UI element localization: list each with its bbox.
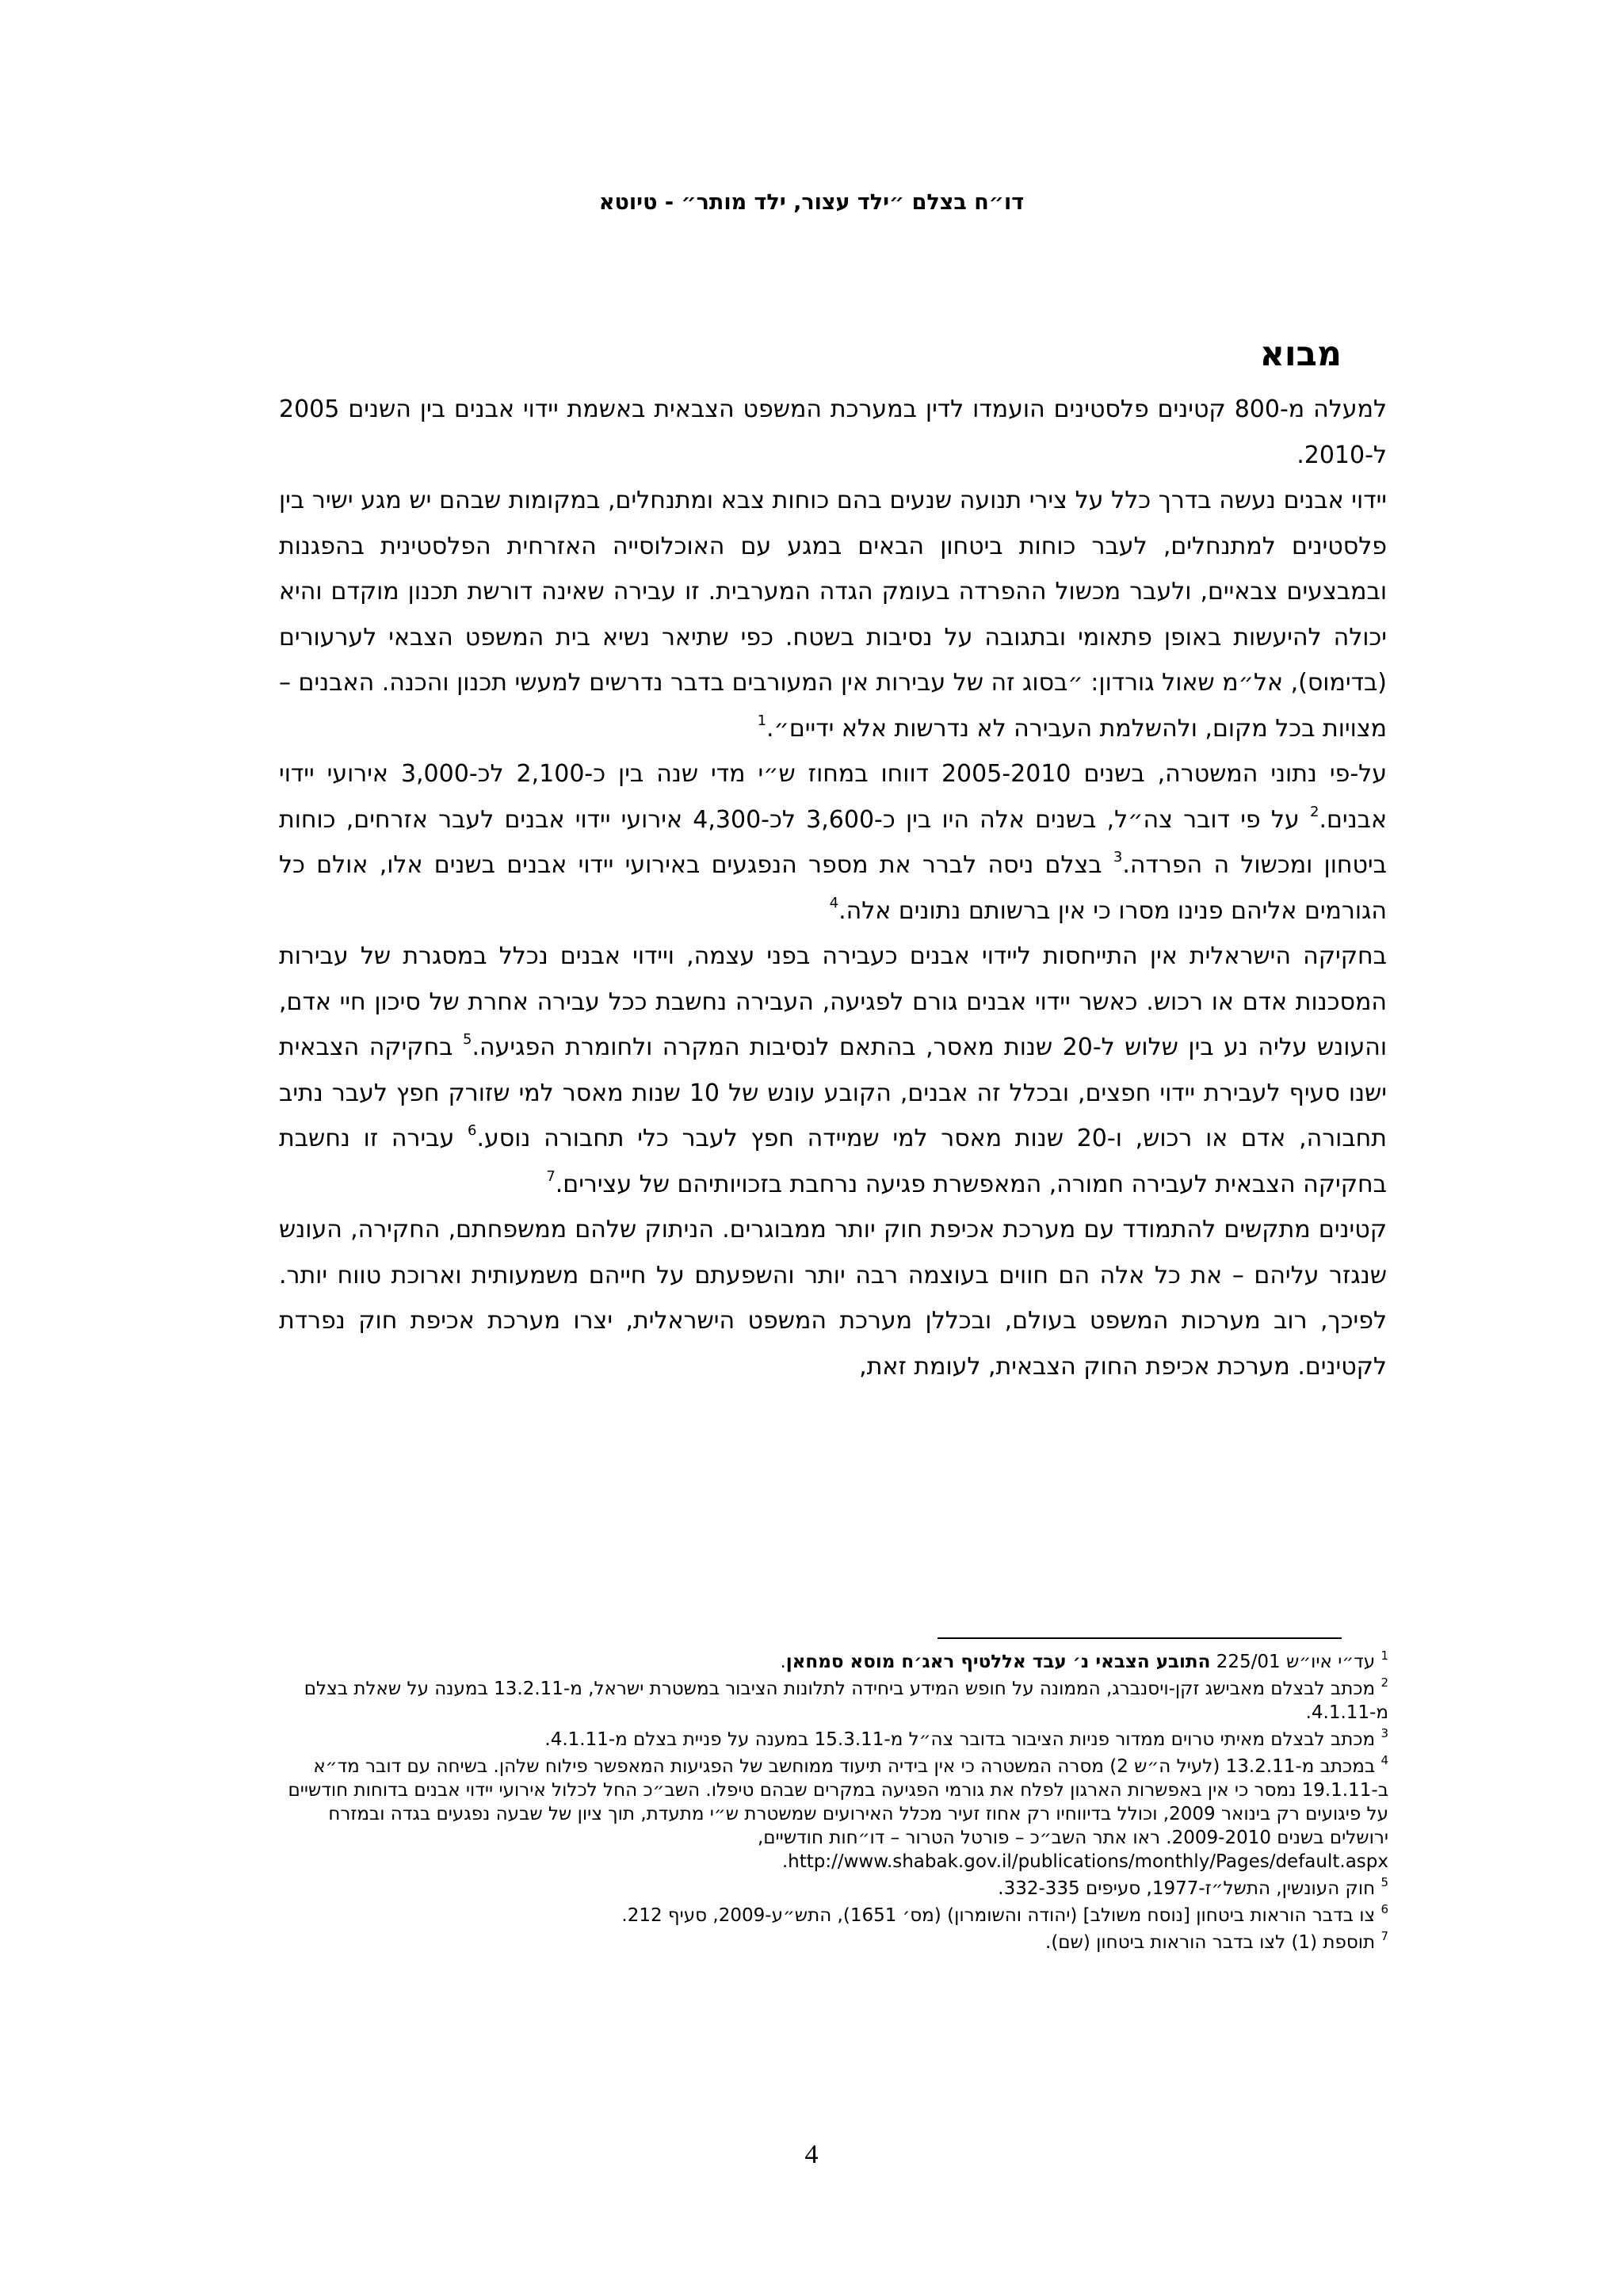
footnote-number: 7 (1381, 1929, 1388, 1943)
footnote-number: 3 (1381, 1726, 1388, 1740)
paragraph-text: בחקיקה הצבאית ישנו סעיף לעבירת יידוי חפצים, ובכלל זה אבנים, הקובע עונש של 10 שנות מאסר למי שזורק חפץ לעבר נתיב תחבורה, אדם או רכוש, ו-20 שנות מאסר למי שמיידה חפץ לעבר כלי תחבורה נוסע. (279, 1033, 1387, 1152)
footnote-number: 1 (1381, 1648, 1388, 1663)
footnote-ref[interactable]: 1 (757, 712, 767, 729)
footnote (279, 1728, 1388, 1752)
footnotes (279, 1650, 1388, 1958)
footnote (279, 1877, 1388, 1901)
footnote-text: צו בדבר הוראות ביטחון [נוסח משולב] (יהודה והשומרון) (מס׳ 1651), התש״ע-2009, סעיף 212. (621, 1905, 1376, 1926)
footnote-number: 6 (1381, 1902, 1388, 1916)
footnote (279, 1650, 1388, 1674)
paragraph-text: על פי דובר צה״ל, בשנים אלה היו בין כ-3,600 לכ-4,300 אירועי יידוי אבנים לעבר אזרחים, כוחות ביטחון ומכשול ה הפרדה. (279, 805, 1387, 879)
paragraph (279, 387, 1387, 478)
footnote-number: 4 (1381, 1753, 1388, 1767)
paragraph-text: בצלם ניסה לברר את מספר הנפגעים באירועי יידוי אבנים בשנים אלו, אולם כל הגורמים אליהם פנינו מסרו כי אין ברשותם נתונים אלה. (279, 851, 1387, 925)
paragraph (279, 934, 1387, 1207)
paragraph-text: קטינים מתקשים להתמודד עם מערכת אכיפת חוק יותר ממבוגרים. הניתוק שלהם ממשפחתם, החקירה, העונש שנגזר עליהם – את כל אלה הם חווים בעוצמה רבה יותר והשפעתם על חייהם משמעותית וארוכת טווח יותר. לפיכך, רוב מערכות המשפט בעולם, ובכללן מערכת המשפט הישראלית, יצרו מערכת אכיפת חוק נפרדת לקטינים. מערכת אכיפת החוק הצבאית, לעומת זאת, (279, 1216, 1387, 1381)
section-heading: מבוא (1259, 334, 1342, 374)
footnote-ref[interactable]: 7 (546, 1167, 556, 1185)
footnote-text: . (781, 1851, 789, 1872)
footnote (279, 1677, 1388, 1725)
footnote-number: 5 (1381, 1875, 1388, 1889)
paragraph (279, 751, 1387, 934)
paragraph-text: למעלה מ-800 קטינים פלסטינים הועמדו לדין במערכת המשפט הצבאית באשמת יידוי אבנים בין השנים 2005 ל-2010. (279, 395, 1387, 469)
footnote-ref[interactable]: 4 (829, 894, 839, 911)
footnote-text: מכתב לבצלם מאבישג זקן-ויסנברג, הממונה על חופש המידע ביחידה לתלונות הציבור במשטרת ישראל, מ-13.2.11 במענה על שאלת בצלם מ-4.1.11. (304, 1679, 1388, 1723)
running-header: דו״ח בצלם ״ילד עצור, ילד מותר״ - טיוטא (598, 190, 1025, 215)
paragraph-text: על-פי נתוני המשטרה, בשנים 2005-2010 דווחו במחוז ש״י מדי שנה בין כ-2,100 לכ-3,000 אירועי יידוי אבנים. (279, 760, 1387, 834)
footnote-text: תוספת (1) לצו בדבר הוראות ביטחון (שם). (1045, 1932, 1376, 1953)
paragraph-text: יידוי אבנים נעשה בדרך כלל על צירי תנועה שנעים בהם כוחות צבא ומתנחלים, במקומות שבהם יש מגע ישיר בין פלסטינים למתנחלים, לעבר כוחות ביטחון הבאים במגע עם האוכלוסייה האזרחית הפלסטינית בהפגנות ובמבצעים צבאיים, ולעבר מכשול ההפרדה בעומק הגדה המערבית. זו עבירה שאינה דורשת תכנון מוקדם והיא יכולה להיעשות באופן פתאומי ובתגובה על נסיבות בשטח. כפי שתיאר נשיא בית המשפט הצבאי לערעורים (בדימוס), אל״מ שאול גורדון: ״בסוג זה של עבירות אין המעורבים בדבר נדרשים למעשי תכנון והכנה. האבנים – מצויות בכל מקום, ולהשלמת העבירה לא נדרשות אלא ידיים״. (279, 487, 1387, 743)
footnote-ref[interactable]: 6 (468, 1122, 477, 1139)
footnote (279, 1931, 1388, 1954)
paragraph (279, 478, 1387, 751)
footnote (279, 1904, 1388, 1927)
paragraph (279, 1207, 1387, 1389)
body-text (279, 387, 1387, 1389)
footnote-text: מכתב לבצלם מאיתי טרוים ממדור פניות הציבור בדובר צה״ל מ-15.3.11 במענה על פניית בצלם מ-4.1.11. (544, 1729, 1376, 1750)
page-number: 4 (804, 2140, 819, 2169)
footnote-text: עד״י איו״ש 225/01 (1210, 1652, 1376, 1672)
footnote-text: במכתב מ-13.2.11 (לעיל ה״ש 2) מסרה המשטרה כי אין בידיה תיעוד ממוחשב של הפגיעות המאפשר פילוח שלהן. בשיחה עם דובר מד״א ב-19.1.11 נמסר כי אין באפשרות הארגון לפלח את גורמי הפגיעה במקרים שבהם טיפלו. השב״כ החל לכלול אירועי יידוי אבנים בדוחות חודשיים על פיגועים רק בינואר 2009, וכולל בדיווחיו רק אחוז זעיר מכלל האירועים שמשטרת ש״י מתעדת, תוך ציון של שבעה נפגעים בגדה ובמזרח ירושלים בשנים 2009-2010. ראו אתר השב״כ – פורטל הטרור – דו״חות חודשיים, (288, 1756, 1388, 1848)
footnote-text: . (780, 1652, 786, 1672)
footnote-text: חוק העונשין, התשל״ז-1977, סעיפים 332-335. (998, 1878, 1376, 1899)
paragraph-text: בחקיקה הישראלית אין התייחסות ליידוי אבנים כעבירה בפני עצמה, ויידוי אבנים נכלל במסגרת של עבירות המסכנות אדם או רכוש. כאשר יידוי אבנים גורם לפגיעה, העבירה נחשבת ככל עבירה אחרת של סיכון חיי אדם, והעונש עליה נע בין שלוש ל-20 שנות מאסר, בהתאם לנסיבות המקרה ולחומרת הפגיעה. (279, 942, 1387, 1061)
footnote-number: 2 (1381, 1675, 1388, 1690)
footnote-ref[interactable]: 3 (1113, 849, 1123, 865)
footnote-link[interactable]: http://www.shabak.gov.il/publications/monthly/Pages/default.aspx (788, 1851, 1388, 1872)
paragraph-text: עבירה זו נחשבת בחקיקה הצבאית לעבירה חמורה, המאפשרת פגיעה נרחבת בזכויותיהם של עצירים. (279, 1125, 1387, 1198)
footnote-case-name: התובע הצבאי נ׳ עבד אללטיף ראג׳ח מוסא סמחאן (785, 1652, 1211, 1672)
footnote-ref[interactable]: 2 (1309, 803, 1319, 820)
footnote-ref[interactable]: 5 (463, 1031, 472, 1048)
footnote (279, 1755, 1388, 1874)
footnote-separator (938, 1637, 1342, 1639)
